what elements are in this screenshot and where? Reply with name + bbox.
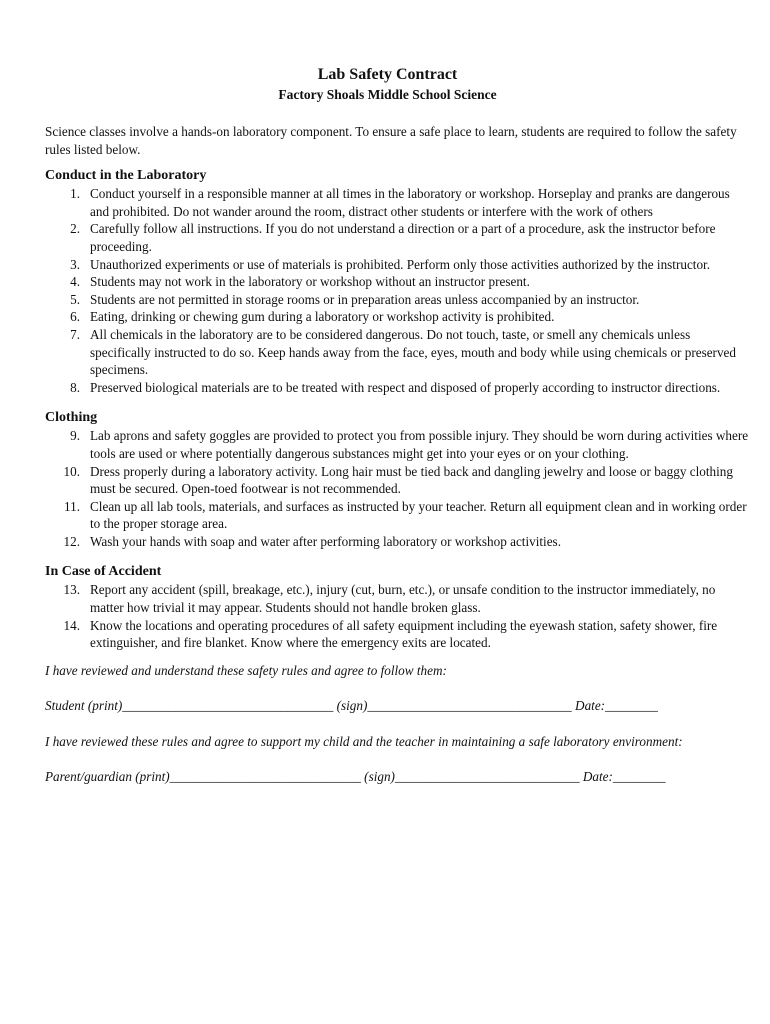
rule-number: 8. [70,379,80,395]
rule-text: Preserved biological materials are to be treated with respect and disposed of properly according to instructor directions. [90,379,721,395]
rule-text: Conduct yourself in a responsible manner at all times in the laboratory or workshop. Horseplay and pranks are dangerous and prohibited. Do not wander around the room, distract other students or interfere with the work of others [90,186,730,219]
student-statement: I have reviewed and understand these safety rules and agree to follow them: [45,662,447,678]
rule-number: 11. [64,498,80,514]
rule-text: Dress properly during a laboratory activity. Long hair must be tied back and dangling jewelry and loose or baggy clothing must be secured. Open-toed footwear is not recommended. [90,463,733,497]
rule-item [45,498,750,533]
rule-number: 1. [70,186,80,202]
rule-number: 14. [63,617,80,633]
section-heading-conduct: Conduct in the Laboratory [45,168,207,184]
parent-signature-line[interactable]: Parent/guardian (print)_____________________________ (sign)____________________________ Date:________ [45,768,666,784]
intro-paragraph: Science classes involve a hands-on laboratory component. To ensure a safe place to learn, students are required to follow the safety rules listed below. [45,124,737,157]
parent-statement: I have reviewed these rules and agree to support my child and the teacher in maintaining a safe laboratory environment: [45,734,683,750]
section-heading-accident: In Case of Accident [45,564,162,580]
rules-list-accident [45,581,750,651]
rule-item [45,308,750,326]
document-title: Lab Safety Contract [317,66,458,83]
rule-item [45,273,750,291]
rule-text: Clean up all lab tools, materials, and surfaces as instructed by your teacher. Return all equipment clean and in working order to the proper storage area. [90,498,747,532]
rule-number: 9. [70,428,80,444]
rules-list-conduct [45,185,750,396]
rule-item [45,326,750,379]
rule-item [45,533,750,551]
rule-text: Report any accident (spill, breakage, etc.), injury (cut, burn, etc.), or unsafe condition to the instructor immediately, no matter how trivial it may appear. Students should not handle broken glass. [90,582,716,616]
rule-item [45,256,750,274]
rule-item [45,581,750,616]
rule-text: Students are not permitted in storage rooms or in preparation areas unless accompanied by an instructor. [90,291,640,307]
rule-number: 12. [63,533,80,549]
rule-item [45,379,750,397]
rule-item [45,220,750,255]
rule-item [45,427,750,462]
rule-text: All chemicals in the laboratory are to be considered dangerous. Do not touch, taste, or smell any chemicals unless specifically instructed to do so. Keep hands away from the face, eyes, mouth and body while using chemicals or preserved specimens. [90,326,736,378]
section-heading-clothing: Clothing [45,410,98,426]
rule-text: Know the locations and operating procedures of all safety equipment including the eyewash station, safety shower, fire extinguisher, and fire blanket. Know where the emergency exits are located. [90,617,718,651]
rule-text: Lab aprons and safety goggles are provided to protect you from possible injury. They should be worn during activities where tools are used or where potentially dangerous substances might get into your eyes or on your clothing. [90,428,749,461]
document-subtitle: Factory Shoals Middle School Science [278,87,497,102]
rule-number: 4. [70,274,80,290]
rule-text: Eating, drinking or chewing gum during a laboratory or workshop activity is prohibited. [90,309,555,325]
rule-number: 3. [70,256,80,272]
rule-item [45,617,750,652]
rule-text: Students may not work in the laboratory or workshop without an instructor present. [90,274,530,290]
rule-number: 2. [70,221,80,237]
rule-item [45,463,750,498]
rule-number: 10. [63,463,80,479]
rule-text: Unauthorized experiments or use of materials is prohibited. Perform only those activities authorized by the instructor. [90,256,711,272]
rule-item [45,185,750,220]
rules-list-clothing [45,427,750,550]
rule-text: Wash your hands with soap and water after performing laboratory or workshop activities. [90,533,561,549]
rule-number: 7. [70,326,80,342]
rule-item [45,291,750,309]
rule-number: 6. [70,309,80,325]
rule-number: 13. [63,582,80,598]
rule-number: 5. [70,291,80,307]
rule-text: Carefully follow all instructions. If you do not understand a direction or a part of a procedure, ask the instructor before proceeding. [90,221,716,254]
student-signature-line[interactable]: Student (print)________________________________ (sign)_______________________________ Date:________ [45,698,658,714]
